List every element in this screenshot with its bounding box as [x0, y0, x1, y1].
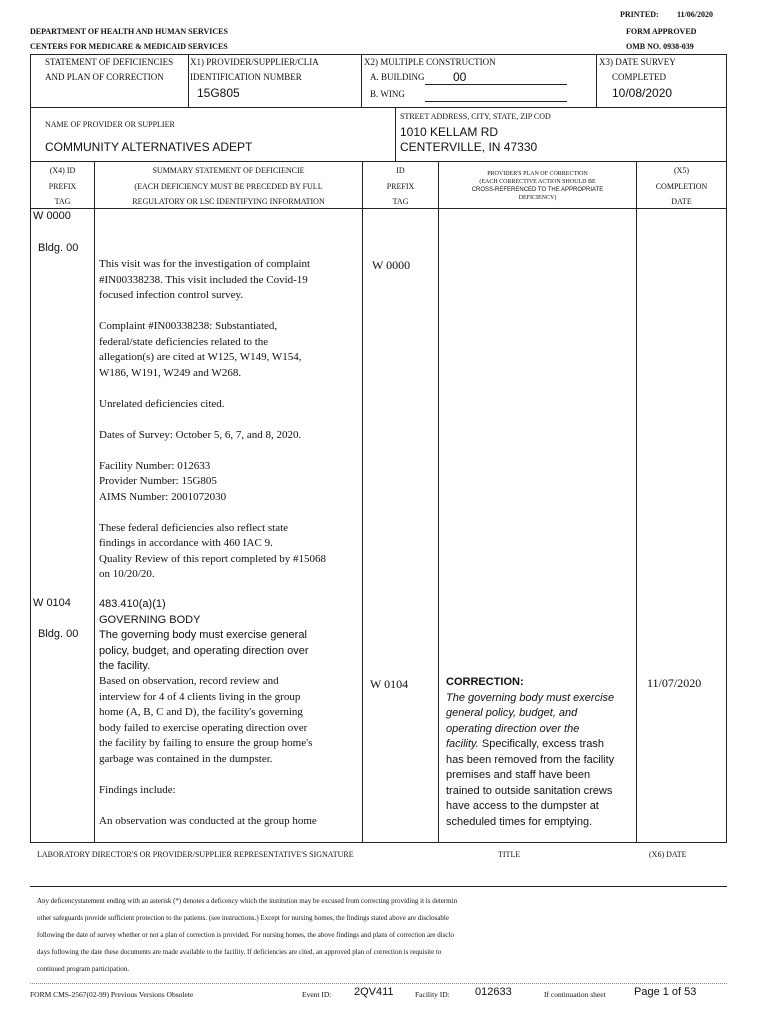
- w0104-completion-date: 11/07/2020: [647, 676, 702, 690]
- text-line: This visit was for the investigation of complaint: [99, 258, 311, 270]
- identification-number-label: IDENTIFICATION NUMBER: [190, 72, 302, 82]
- w0104-tag: W 0104: [33, 597, 71, 609]
- disclaimer-text: [37, 893, 727, 978]
- text-line: federal/state deficiencies related to the: [99, 335, 269, 348]
- w0104-building: Bldg. 00: [38, 628, 79, 640]
- text-line: These federal deficiencies also reflect state: [99, 521, 289, 534]
- completion-header: COMPLETION: [655, 182, 708, 191]
- text-line: #IN00338238. This visit included the Covid-19: [99, 273, 308, 286]
- form-approved: FORM APPROVED: [626, 27, 697, 36]
- statement-label: STATEMENT OF DEFICIENCIES: [45, 57, 174, 67]
- text-line: Dates of Survey: October 5, 6, 7, and 8, 2020.: [99, 428, 302, 441]
- text-line: body failed to exercise operating direction over: [99, 721, 308, 734]
- plan-header-3: CROSS-REFERENCED TO THE APPROPRIATE: [471, 187, 604, 193]
- id-tag-header: TAG: [392, 197, 409, 206]
- completed-label: COMPLETED: [612, 72, 666, 82]
- plan-header-4: DEFICIENCY): [518, 195, 557, 201]
- text-line: premises and staff have been: [446, 769, 591, 781]
- provider-id-label: X1) PROVIDER/SUPPLIER/CLIA: [190, 57, 319, 67]
- text-line: Quality Review of this report completed by #15068: [99, 552, 326, 565]
- text-line: W186, W191, W249 and W268.: [99, 366, 242, 379]
- date-survey-value: 10/08/2020: [612, 86, 673, 100]
- text-line: Findings include:: [99, 783, 176, 796]
- id-header: ID: [396, 166, 405, 175]
- text-line: the facility by failing to ensure the group home's: [99, 737, 313, 749]
- provider-name-label: NAME OF PROVIDER OR SUPPLIER: [45, 120, 175, 129]
- w0000-building: Bldg. 00: [38, 242, 79, 254]
- plan-of-correction-label: AND PLAN OF CORRECTION: [45, 72, 164, 82]
- multiple-construction-label: X2) MULTIPLE CONSTRUCTION: [364, 57, 496, 67]
- date-header: DATE: [671, 197, 692, 206]
- form-number: FORM CMS-2567(02-99) Previous Versions Obsolete: [30, 990, 194, 999]
- date-survey-label: X3) DATE SURVEY: [599, 57, 676, 67]
- centers-title: CENTERS FOR MEDICARE & MEDICAID SERVICES: [30, 42, 228, 51]
- text-line: the facility.: [99, 660, 151, 672]
- summary-header-3: REGULATORY OR LSC IDENTIFYING INFORMATION: [132, 197, 325, 206]
- building-value: 00: [453, 70, 467, 84]
- x4-tag-header: TAG: [54, 197, 71, 206]
- summary-header-2: (EACH DEFICIENCY MUST BE PRECEDED BY FULL: [134, 182, 323, 191]
- text-line: on 10/20/20.: [99, 568, 155, 580]
- text-line: has been removed from the facility: [446, 753, 615, 766]
- text-line: following the date of survey whether or not a plan of correction is provided. For nursing homes, the above findings and plans of correction are disclo: [37, 931, 454, 939]
- address-label: STREET ADDRESS, CITY, STATE, ZIP COD: [400, 112, 551, 121]
- title-label: TITLE: [498, 850, 521, 859]
- facility-id-value: 012633: [475, 986, 512, 998]
- facility-id-label: Facility ID:: [415, 990, 450, 999]
- provider-id-value: 15G805: [197, 86, 240, 100]
- x6-date-label: (X6) DATE: [649, 850, 687, 859]
- text-line: policy, budget, and operating direction over: [99, 644, 309, 657]
- plan-header-1: PROVIDER'S PLAN OF CORRECTION: [487, 171, 588, 177]
- text-line: Complaint #IN00338238: Substantiated,: [99, 320, 278, 332]
- w0104-findings-text: [99, 674, 361, 829]
- wing-label: B. WING: [370, 89, 405, 99]
- text-line: Facility Number: 012633: [99, 459, 211, 472]
- omb-number: OMB NO. 0938-039: [626, 42, 694, 51]
- signature-label: LABORATORY DIRECTOR'S OR PROVIDER/SUPPLIER REPRESENTATIVE'S SIGNATURE: [37, 850, 354, 859]
- w0000-id-tag: W 0000: [372, 258, 411, 272]
- text-line: AIMS Number: 2001072030: [99, 490, 227, 503]
- text-line: The governing body must exercise: [446, 691, 615, 704]
- text-line: interview for 4 of 4 clients living in the group: [99, 690, 301, 703]
- w0104-standard-text: [99, 597, 361, 675]
- text-line: Specifically, excess trash: [478, 738, 604, 750]
- text-line: have access to the dumpster at: [446, 800, 599, 812]
- printed-date: 11/06/2020: [677, 10, 714, 19]
- summary-header-1: SUMMARY STATEMENT OF DEFICIENCIE: [152, 166, 305, 175]
- text-line: Any deficencystatement ending with an asterisk (*) denotes a deficency which the institution may be excused from correcting providing it is determin: [37, 897, 458, 905]
- text-line: Unrelated deficiencies cited.: [99, 397, 225, 410]
- printed-label: PRINTED:: [620, 10, 659, 19]
- w0000-tag: W 0000: [33, 210, 71, 222]
- text-line: focused infection control survey.: [99, 289, 244, 301]
- page-number: Page 1 of 53: [634, 986, 697, 998]
- continuation-label: If continuation sheet: [544, 990, 606, 999]
- text-line: general policy, budget, and: [446, 707, 578, 719]
- text-line: trained to outside sanitation crews: [446, 784, 613, 797]
- text-line: garbage was contained in the dumpster.: [99, 752, 273, 765]
- regulation-title: GOVERNING BODY: [99, 613, 201, 626]
- regulation-citation: 483.410(a)(1): [99, 598, 166, 610]
- text-line: days following the date these documents are made available to the facility. If deficiencies are cited, an approved plan of correction is requisite to: [37, 948, 442, 956]
- id-prefix-header: PREFIX: [386, 182, 415, 191]
- text-line: Provider Number: 15G805: [99, 475, 217, 487]
- text-line: findings in accordance with 460 IAC 9.: [99, 537, 273, 549]
- text-line: Based on observation, record review and: [99, 675, 279, 687]
- department-title: DEPARTMENT OF HEALTH AND HUMAN SERVICES: [30, 27, 228, 36]
- event-id-value: 2QV411: [354, 986, 394, 998]
- event-id-label: Event ID:: [302, 990, 332, 999]
- text-line: allegation(s) are cited at W125, W149, W154,: [99, 351, 302, 363]
- text-line: scheduled times for emptying.: [446, 815, 593, 828]
- text-line: home (A, B, C and D), the facility's governing: [99, 706, 303, 718]
- text-line: continued program participation.: [37, 965, 129, 973]
- x4-id-header: (X4) ID: [49, 166, 76, 175]
- text-line: The governing body must exercise general: [99, 629, 307, 641]
- text-line: other safeguards provide sufficient protection to the patients. (see instructions.) Except for nursing homes, the findings stated above are disclosable: [37, 914, 449, 922]
- w0104-correction-plan: [446, 675, 634, 830]
- correction-label: CORRECTION:: [446, 676, 524, 688]
- x4-prefix-header: PREFIX: [48, 182, 77, 191]
- x5-header: (X5): [673, 166, 690, 175]
- plan-header-2: (EACH CORRECTIVE ACTION SHOULD BE: [479, 179, 596, 185]
- address-line-1: 1010 KELLAM RD: [400, 125, 499, 139]
- address-line-2: CENTERVILLE, IN 47330: [400, 140, 538, 154]
- text-line: facility.: [446, 738, 479, 750]
- text-line: operating direction over the: [446, 722, 580, 735]
- provider-name-value: COMMUNITY ALTERNATIVES ADEPT: [45, 140, 253, 154]
- w0000-deficiency-text: [99, 257, 361, 583]
- building-label: A. BUILDING: [370, 72, 425, 82]
- w0104-id-tag: W 0104: [370, 677, 409, 691]
- text-line: An observation was conducted at the group home: [99, 814, 317, 827]
